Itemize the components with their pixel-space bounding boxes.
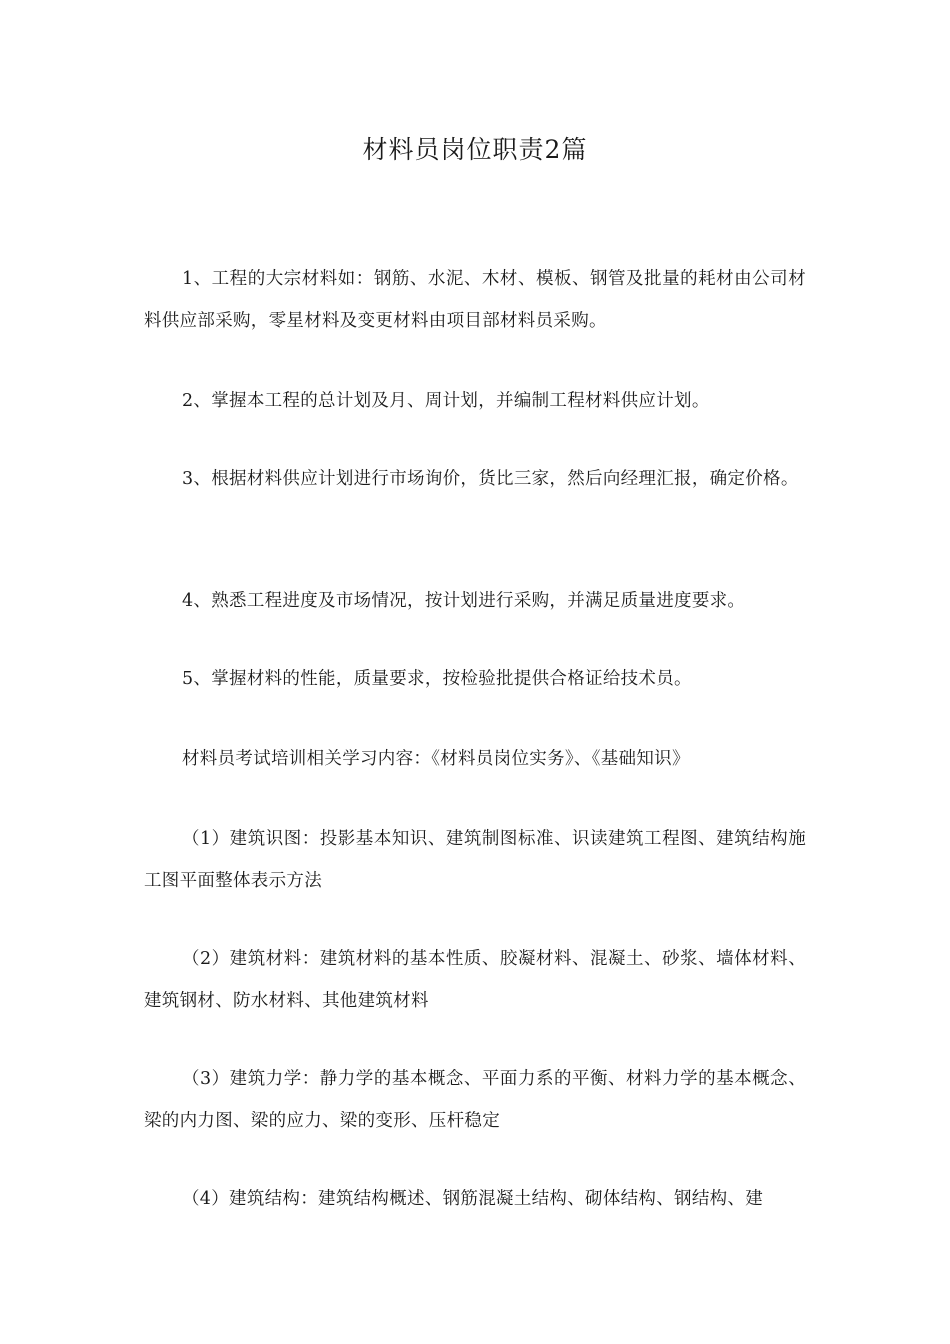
paragraph-item-2: 2、掌握本工程的总计划及月、周计划，并编制工程材料供应计划。 (182, 391, 710, 411)
paragraph-item-5: 5、掌握材料的性能，质量要求，按检验批提供合格证给技术员。 (182, 669, 692, 689)
study-topic-drawing: （1）建筑识图：投影基本知识、建筑制图标准、识读建筑工程图、建筑结构施工图平面整体表示方法 (144, 829, 806, 891)
study-content-heading: 材料员考试培训相关学习内容：《材料员岗位实务》、《基础知识》 (182, 749, 690, 769)
paragraph-item-3: 3、根据材料供应计划进行市场询价，货比三家，然后向经理汇报，确定价格。 (182, 469, 799, 489)
paragraph-item-4: 4、熟悉工程进度及市场情况，按计划进行采购，并满足质量进度要求。 (182, 591, 746, 611)
study-topic-mechanics: （3）建筑力学：静力学的基本概念、平面力系的平衡、材料力学的基本概念、梁的内力图、梁的应力、梁的变形、压杆稳定 (144, 1069, 806, 1131)
study-topic-materials: （2）建筑材料：建筑材料的基本性质、胶凝材料、混凝土、砂浆、墙体材料、建筑钢材、防水材料、其他建筑材料 (144, 949, 806, 1011)
document-title: 材料员岗位职责2篇 (362, 135, 588, 164)
study-topic-structures: （4）建筑结构：建筑结构概述、钢筋混凝土结构、砌体结构、钢结构、建 (182, 1189, 764, 1209)
paragraph-item-1: 1、工程的大宗材料如：钢筋、水泥、木材、模板、钢管及批量的耗材由公司材料供应部采购，零星材料及变更材料由项目部材料员采购。 (144, 269, 806, 331)
